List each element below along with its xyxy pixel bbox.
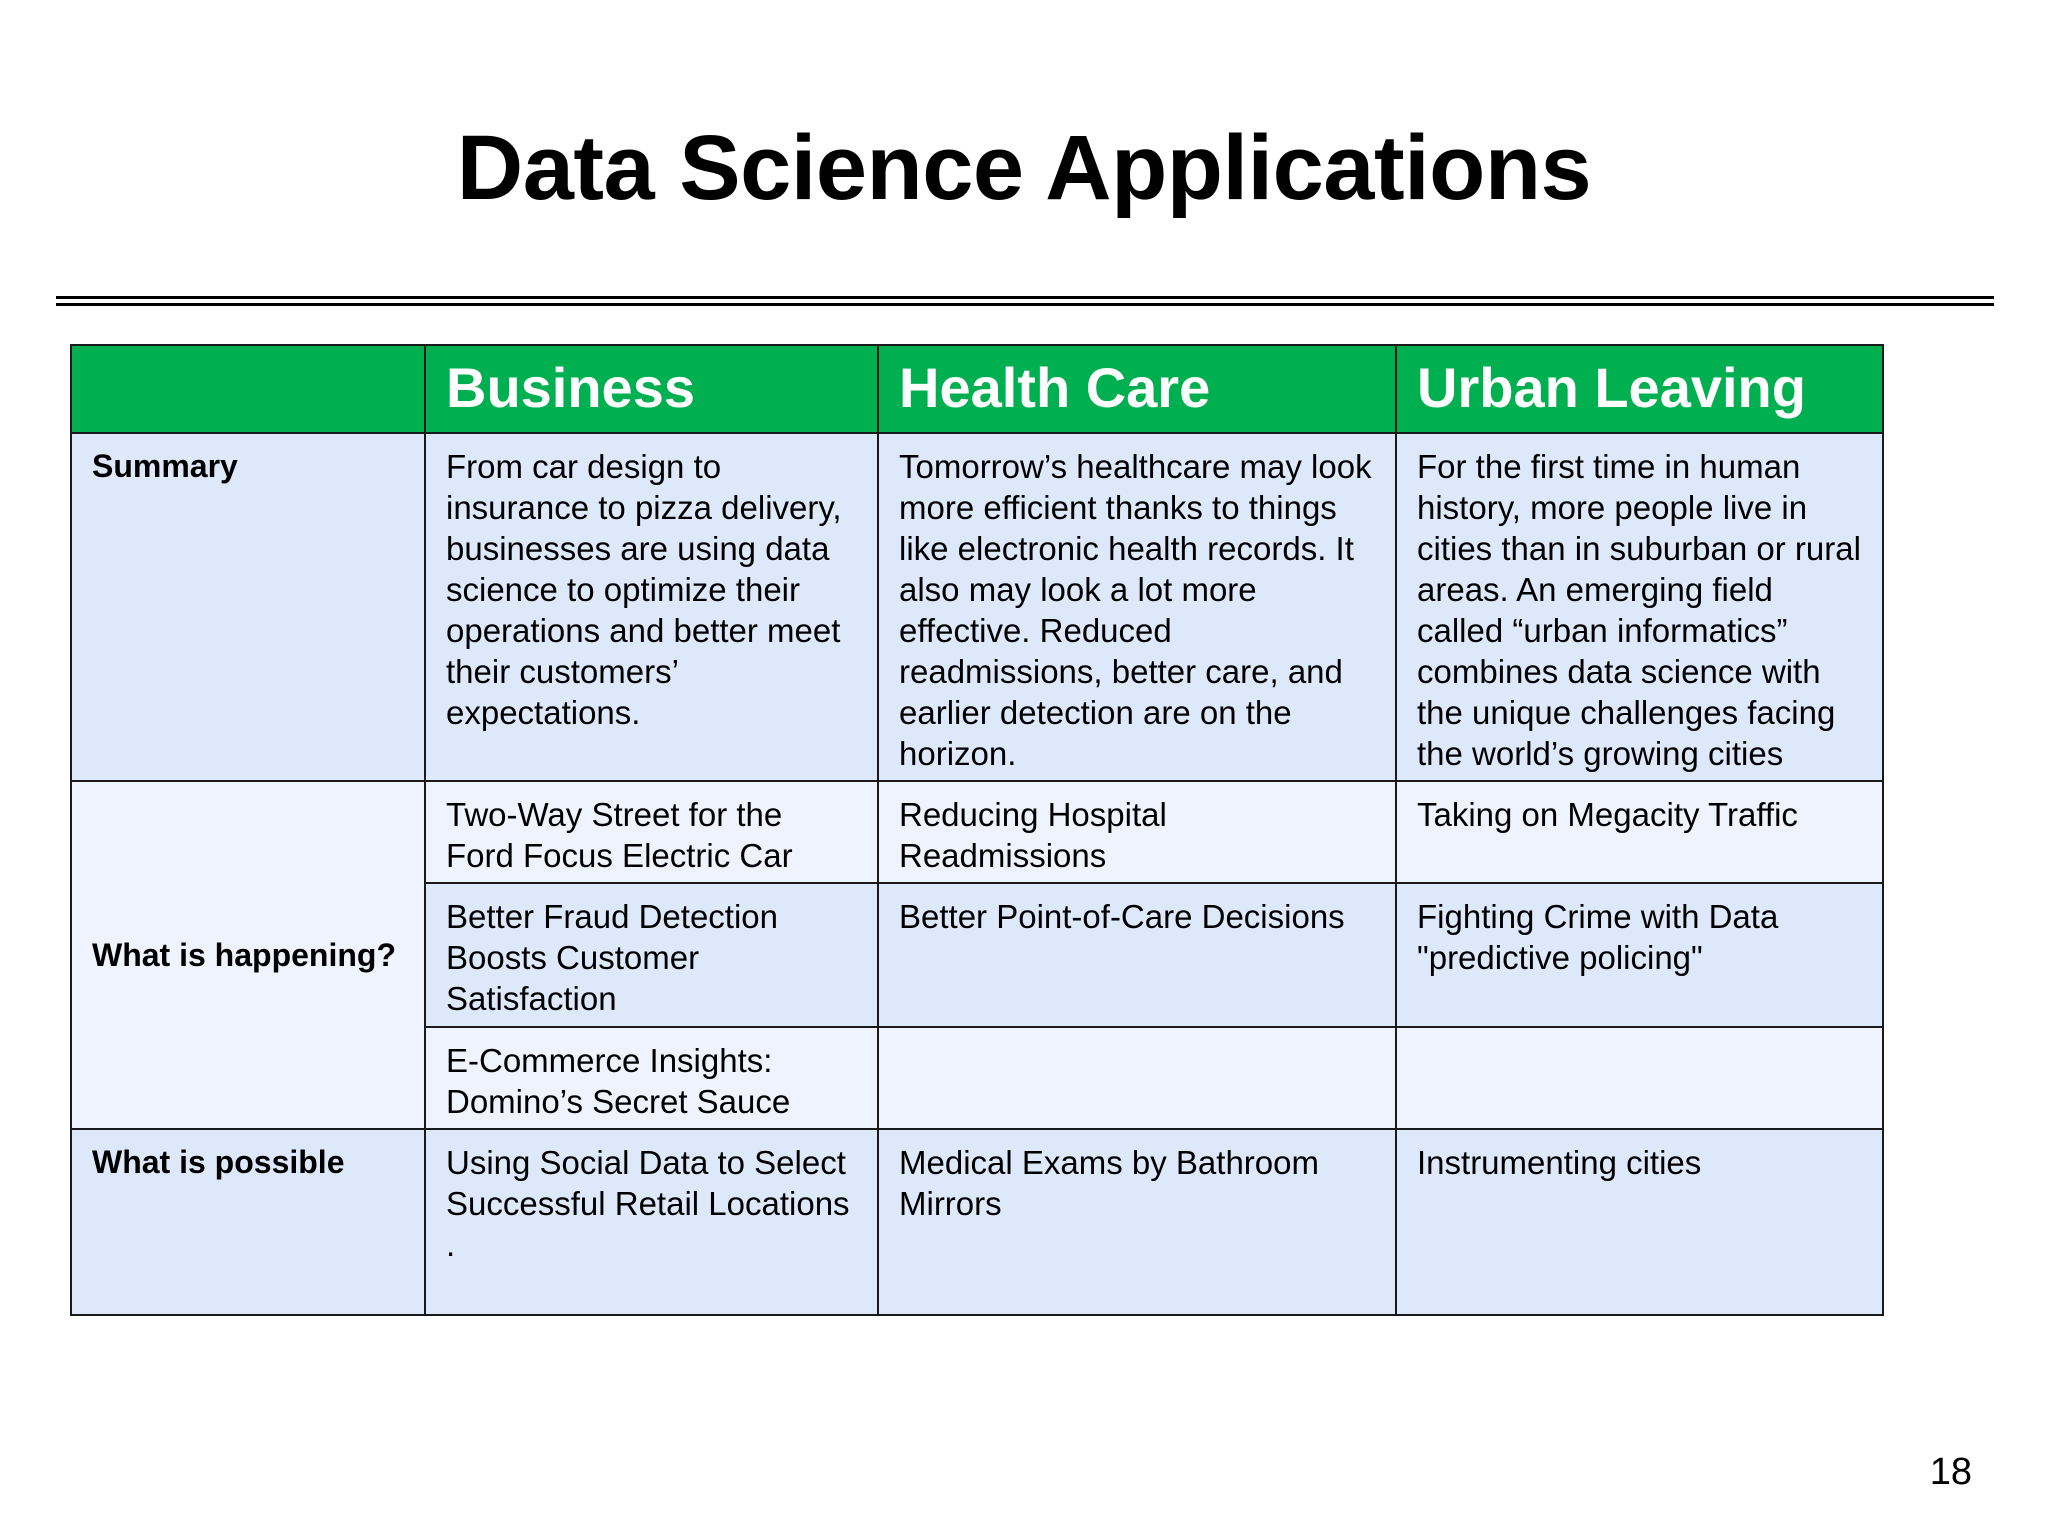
summary-row	[71, 433, 1883, 781]
header-corner	[71, 345, 425, 433]
row-label-happening: What is happening?	[71, 781, 425, 1129]
title-divider-bottom	[56, 303, 1994, 306]
possible-business-cell	[425, 1129, 878, 1315]
happening-2-urban: Fighting Crime with Data "predictive policing"	[1396, 883, 1883, 1027]
page-number: 18	[1929, 1451, 1972, 1493]
happening-row-1	[71, 781, 1883, 883]
header-business: Business	[425, 345, 878, 433]
possible-row	[71, 1129, 1883, 1315]
happening-3-urban	[1396, 1027, 1883, 1129]
row-label-possible: What is possible	[71, 1129, 425, 1315]
happening-1-health: Reducing Hospital Readmissions	[878, 781, 1396, 883]
summary-health: Tomorrow’s healthcare may look more efficient thanks to things like electronic health records. It also may look a lot more effective. Reduced readmissions, better care, and earlier detection are on the horizon.	[878, 433, 1396, 781]
summary-urban: For the first time in human history, more people live in cities than in suburban or rural areas. An emerging field called “urban informatics” combines data science with the unique challenges facing the world’s growing cities	[1396, 433, 1883, 781]
happening-2-health: Better Point-of-Care Decisions	[878, 883, 1396, 1027]
header-row	[71, 345, 1883, 433]
summary-business: From car design to insurance to pizza delivery, businesses are using data science to optimize their operations and better meet their customers’ expectations.	[425, 433, 878, 781]
slide-title: Data Science Applications	[456, 117, 1592, 219]
row-label-summary: Summary	[71, 433, 425, 781]
header-health-care: Health Care	[878, 345, 1396, 433]
possible-business-trailing: .	[446, 1226, 456, 1263]
happening-3-health	[878, 1027, 1396, 1129]
title-divider-top	[56, 296, 1994, 299]
possible-urban: Instrumenting cities	[1396, 1129, 1883, 1315]
possible-health: Medical Exams by Bathroom Mirrors	[878, 1129, 1396, 1315]
header-urban-leaving: Urban Leaving	[1396, 345, 1883, 433]
applications-table	[70, 344, 1884, 1316]
happening-1-urban: Taking on Megacity Traffic	[1396, 781, 1883, 883]
possible-business: Using Social Data to Select Successful Retail Locations	[446, 1144, 850, 1222]
happening-3-business: E-Commerce Insights: Domino’s Secret Sauce	[425, 1027, 878, 1129]
happening-1-business: Two-Way Street for the Ford Focus Electric Car	[425, 781, 878, 883]
happening-2-business: Better Fraud Detection Boosts Customer Satisfaction	[425, 883, 878, 1027]
